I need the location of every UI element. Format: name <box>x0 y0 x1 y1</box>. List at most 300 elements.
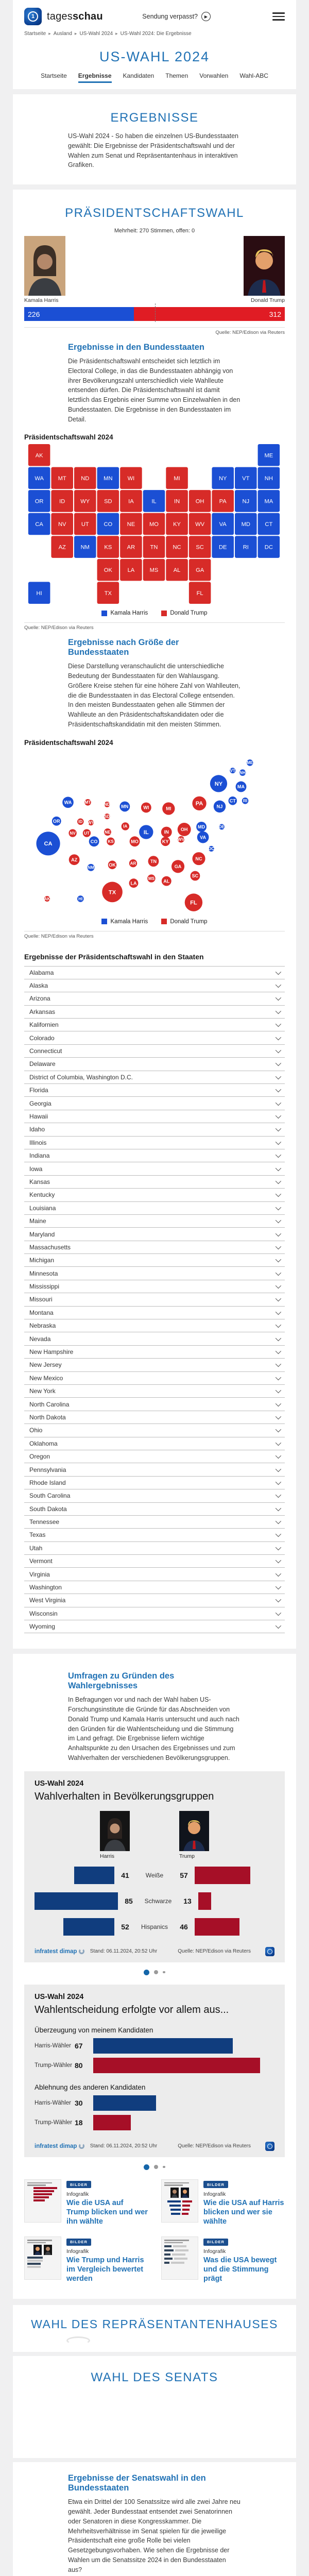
sendung-verpasst-link[interactable] <box>142 12 211 21</box>
svg-text:ME: ME <box>247 760 253 765</box>
loading-spinner <box>66 2336 90 2345</box>
state-tile-NV[interactable] <box>51 513 73 535</box>
state-bubble-OH[interactable] <box>178 822 191 836</box>
harris-bar <box>93 2038 233 2054</box>
state-tile-NY[interactable] <box>212 467 234 489</box>
state-name: New York <box>29 1387 56 1395</box>
state-bubble-IL[interactable] <box>139 825 153 839</box>
svg-text:HI: HI <box>78 896 83 901</box>
state-name: Kalifornien <box>29 1021 59 1029</box>
state-tile-SC[interactable] <box>189 536 211 558</box>
state-bubble-NE[interactable] <box>104 828 111 836</box>
carousel-dots <box>24 1970 285 1975</box>
state-accordion-row[interactable] <box>24 1541 285 1554</box>
carousel-dot[interactable] <box>163 2166 165 2168</box>
state-tile-DC[interactable] <box>258 536 280 558</box>
tab-kandidaten[interactable]: Kandidaten <box>123 72 154 79</box>
state-bubble-NJ[interactable] <box>214 800 226 812</box>
svg-text:GA: GA <box>196 567 204 574</box>
state-accordion-row[interactable] <box>24 1476 285 1489</box>
svg-text:SC: SC <box>196 544 204 551</box>
electoral-college-bar <box>24 307 285 321</box>
tab-startseite[interactable]: Startseite <box>41 72 67 79</box>
state-accordion-row[interactable] <box>24 1463 285 1476</box>
state-tile-ME[interactable] <box>258 444 280 466</box>
state-tile-AK[interactable] <box>28 444 50 466</box>
state-bubble-ND[interactable] <box>104 801 110 807</box>
state-bubble-VT[interactable] <box>230 768 235 773</box>
state-bubble-MN[interactable] <box>119 801 130 811</box>
state-bubble-WA[interactable] <box>62 796 74 808</box>
state-accordion-row[interactable] <box>24 1227 285 1240</box>
state-bubble-OK[interactable] <box>108 860 117 869</box>
svg-text:NJ: NJ <box>242 498 250 505</box>
state-tile-MD[interactable] <box>235 513 257 535</box>
state-bubble-MD[interactable] <box>196 821 207 832</box>
state-accordion-row[interactable] <box>24 1371 285 1384</box>
state-tile-IL[interactable] <box>143 490 165 512</box>
svg-text:DC: DC <box>264 544 273 551</box>
chevron-down-icon <box>276 1466 281 1471</box>
state-tile-FL[interactable] <box>189 582 211 604</box>
state-accordion-row[interactable] <box>24 1266 285 1279</box>
state-bubble-LA[interactable] <box>129 878 139 888</box>
chevron-down-icon <box>276 1113 281 1118</box>
chevron-down-icon <box>276 1244 281 1249</box>
svg-text:AK: AK <box>35 452 43 459</box>
state-bubble-WV[interactable] <box>178 836 185 842</box>
state-accordion-row[interactable] <box>24 1083 285 1096</box>
state-accordion-row[interactable] <box>24 1489 285 1502</box>
teaser-item[interactable] <box>24 2236 148 2283</box>
svg-text:FL: FL <box>190 900 197 906</box>
state-tile-IN[interactable] <box>166 490 188 512</box>
state-accordion-row[interactable] <box>24 1005 285 1018</box>
state-tile-MS[interactable] <box>143 559 165 581</box>
state-bubble-AR[interactable] <box>129 859 137 867</box>
state-tile-OR[interactable] <box>28 490 50 512</box>
tab-vorwahlen[interactable]: Vorwahlen <box>199 72 229 79</box>
state-name: Idaho <box>29 1126 45 1133</box>
state-bubble-MT[interactable] <box>84 799 91 806</box>
state-tile-KY[interactable] <box>166 513 188 535</box>
play-icon: ▶ <box>201 12 211 21</box>
breadcrumb-item[interactable]: Startseite <box>24 31 46 37</box>
chart-kicker: US-Wahl 2024 <box>35 1992 84 2001</box>
state-tile-MO[interactable] <box>143 513 165 535</box>
state-accordion-row[interactable] <box>24 979 285 992</box>
state-accordion-row[interactable] <box>24 1136 285 1149</box>
state-accordion-row[interactable] <box>24 1096 285 1109</box>
state-bubble-ID[interactable] <box>77 818 84 825</box>
state-tile-AL[interactable] <box>166 559 188 581</box>
state-tile-OH[interactable] <box>189 490 211 512</box>
state-bubble-AZ[interactable] <box>69 854 80 865</box>
state-bubble-SC[interactable] <box>191 871 200 880</box>
state-tile-NM[interactable] <box>74 536 96 558</box>
svg-text:MA: MA <box>264 498 273 505</box>
row-label: Trump-Wähler <box>35 2062 73 2069</box>
state-accordion-row[interactable] <box>24 966 285 979</box>
infratest-dimap-logo: infratest dimap <box>35 1948 84 1955</box>
svg-text:IA: IA <box>123 824 128 829</box>
svg-text:MI: MI <box>174 476 180 482</box>
state-name: District of Columbia, Washington D.C. <box>29 1073 133 1081</box>
svg-text:SC: SC <box>192 873 199 878</box>
state-tile-DE[interactable] <box>212 536 234 558</box>
state-bubble-IN[interactable] <box>161 826 172 837</box>
state-tile-OK[interactable] <box>97 559 119 581</box>
state-tile-PA[interactable] <box>212 490 234 512</box>
senat-card <box>13 2356 296 2458</box>
svg-text:AR: AR <box>127 544 135 551</box>
trump-bar <box>195 1867 250 1884</box>
carousel-dot[interactable] <box>154 1970 158 1974</box>
state-name: Colorado <box>29 1034 55 1042</box>
chevron-down-icon <box>276 1335 281 1341</box>
harris-bar <box>35 1892 118 1910</box>
teaser-title-link[interactable]: Wie die USA auf Harris blicken und wer sie wählte <box>203 2198 284 2226</box>
state-accordion-row[interactable] <box>24 1319 285 1332</box>
state-bubble-KS[interactable] <box>107 837 114 845</box>
state-bubble-CA[interactable] <box>36 832 60 855</box>
demographics-row-Hispanics <box>35 1918 274 1936</box>
svg-text:WY: WY <box>80 498 90 505</box>
state-bubble-AK[interactable] <box>44 896 50 902</box>
teaser-title-link[interactable]: Was die USA bewegt und die Stimmung prägt <box>203 2256 277 2283</box>
chevron-down-icon <box>276 1060 281 1066</box>
svg-text:AR: AR <box>130 861 136 866</box>
state-accordion-row[interactable] <box>24 1411 285 1423</box>
breadcrumb-separator-icon: ▸ <box>74 31 77 36</box>
svg-text:MS: MS <box>148 876 154 881</box>
state-bubble-NC[interactable] <box>192 852 205 865</box>
state-accordion-row[interactable] <box>24 1071 285 1083</box>
state-name: Maryland <box>29 1230 55 1238</box>
state-bubble-DE[interactable] <box>219 824 225 829</box>
map-chart-label: Präsidentschaftswahl 2024 <box>24 433 113 442</box>
state-tile-AZ[interactable] <box>51 536 73 558</box>
svg-text:CA: CA <box>44 840 53 847</box>
bubble-legend <box>24 919 285 925</box>
chevron-down-icon <box>276 1087 281 1092</box>
state-accordion-row[interactable] <box>24 1201 285 1214</box>
harris-bar <box>63 1918 114 1936</box>
state-name: Wyoming <box>29 1623 55 1631</box>
state-bubble-OR[interactable] <box>52 816 61 825</box>
state-bubble-NM[interactable] <box>88 863 95 871</box>
tagesschau-logo-icon[interactable] <box>24 8 42 25</box>
state-accordion-row[interactable] <box>24 1345 285 1358</box>
state-tile-TX[interactable] <box>97 582 119 604</box>
chevron-down-icon <box>276 1178 281 1184</box>
state-tile-HI[interactable] <box>28 582 50 604</box>
breadcrumb-separator-icon: ▸ <box>115 31 118 36</box>
state-accordion-row[interactable] <box>24 1607 285 1620</box>
state-bubble-ME[interactable] <box>247 759 253 766</box>
svg-text:IA: IA <box>128 498 134 505</box>
harris-color-swatch <box>101 611 107 616</box>
state-tile-KS[interactable] <box>97 536 119 558</box>
state-bubble-CT[interactable] <box>229 796 237 805</box>
harris-photo-small <box>100 1811 130 1851</box>
state-bubble-GA[interactable] <box>171 860 184 873</box>
state-accordion-row[interactable] <box>24 992 285 1005</box>
trump-color-swatch <box>161 919 167 924</box>
state-accordion-row[interactable] <box>24 1554 285 1567</box>
state-tile-TN[interactable] <box>143 536 165 558</box>
svg-text:NY: NY <box>218 476 227 482</box>
state-name: Kansas <box>29 1178 50 1185</box>
state-tile-VA[interactable] <box>212 513 234 535</box>
state-tile-CT[interactable] <box>258 513 280 535</box>
chart-card-bevoelkerungsgruppen <box>24 1771 285 1962</box>
state-tile-CA[interactable] <box>28 513 50 535</box>
state-bubble-CO[interactable] <box>89 836 99 846</box>
state-name: Oklahoma <box>29 1439 58 1447</box>
state-bubble-WI[interactable] <box>141 802 151 812</box>
state-accordion-row[interactable] <box>24 1031 285 1044</box>
row-label: Harris-Wähler <box>35 2042 71 2049</box>
state-accordion-row[interactable] <box>24 1358 285 1371</box>
breadcrumb-item[interactable]: Ausland <box>53 31 72 37</box>
state-accordion-row[interactable] <box>24 1110 285 1123</box>
president-card <box>13 190 296 1649</box>
teaser-item[interactable] <box>161 2236 285 2283</box>
decision-row <box>35 2058 274 2073</box>
state-bubble-KY[interactable] <box>161 837 170 846</box>
state-accordion-row[interactable] <box>24 1188 285 1201</box>
chevron-down-icon <box>276 1401 281 1406</box>
state-accordion-row[interactable] <box>24 1280 285 1293</box>
svg-text:ND: ND <box>81 476 90 482</box>
teaser-grid <box>24 2179 285 2284</box>
svg-text:NC: NC <box>195 856 202 861</box>
state-name: Connecticut <box>29 1047 62 1055</box>
state-bubble-IA[interactable] <box>122 822 129 830</box>
state-tile-MA[interactable] <box>258 490 280 512</box>
chevron-down-icon <box>276 1270 281 1276</box>
chevron-down-icon <box>276 1505 281 1511</box>
tab-ergebnisse[interactable]: Ergebnisse <box>78 72 112 83</box>
groesse-text: Diese Darstellung veranschaulicht die unterschiedliche Bedeutung der Bundesstaaten für den Wahlausgang. Größere Kreise stehen für eine höhere Zahl von Wahlleuten, die die Bundesstaaten in das Electoral College entsenden. In den meisten Bundesstaaten gehen alle Stimmen der Wahlleute an den Präsidentschaftskandidaten oder die Präsidentschaftskandidatin mit den meisten Stimmen. <box>68 663 241 728</box>
state-accordion-row[interactable] <box>24 1437 285 1450</box>
state-name: Missouri <box>29 1296 53 1303</box>
state-accordion-row[interactable] <box>24 1397 285 1410</box>
state-accordion-row[interactable] <box>24 1450 285 1463</box>
state-bubble-NV[interactable] <box>68 829 76 837</box>
state-tile-UT[interactable] <box>74 513 96 535</box>
state-tile-NJ[interactable] <box>235 490 257 512</box>
state-bubble-DC[interactable] <box>208 845 214 851</box>
state-accordion-row[interactable] <box>24 1162 285 1175</box>
chevron-down-icon <box>276 1257 281 1262</box>
state-tile-WA[interactable] <box>28 467 50 489</box>
state-tile-NH[interactable] <box>258 467 280 489</box>
stand-timestamp: Stand: 06.11.2024, 20:52 Uhr <box>90 1948 158 1955</box>
legend-harris: Kamala Harris <box>101 919 148 925</box>
state-accordion-row[interactable] <box>24 1620 285 1633</box>
chevron-down-icon <box>276 1035 281 1040</box>
chart-source: Quelle: NEP/Edison via Reuters <box>178 2143 251 2149</box>
state-tile-MN[interactable] <box>97 467 119 489</box>
state-tile-RI[interactable] <box>235 536 257 558</box>
state-bubble-TN[interactable] <box>148 856 159 867</box>
chevron-down-icon <box>276 1414 281 1419</box>
state-tile-WV[interactable] <box>189 513 211 535</box>
svg-text:MO: MO <box>149 521 159 528</box>
state-accordion-row[interactable] <box>24 1384 285 1397</box>
svg-text:AL: AL <box>163 878 170 884</box>
state-tile-SD[interactable] <box>97 490 119 512</box>
state-accordion-row[interactable] <box>24 1528 285 1541</box>
state-bubble-WY[interactable] <box>88 820 95 825</box>
repr-section-title: WAHL DES REPRÄSENTANTENHAUSES <box>31 2317 278 2331</box>
state-bubble-TX[interactable] <box>102 882 123 902</box>
state-accordion-row[interactable] <box>24 1423 285 1436</box>
state-tile-NC[interactable] <box>166 536 188 558</box>
state-accordion-row[interactable] <box>24 1502 285 1515</box>
state-bubble-SD[interactable] <box>104 814 110 819</box>
demographics-chart <box>35 1867 274 1936</box>
carousel-dot[interactable] <box>154 2165 158 2169</box>
decision-row <box>35 2038 274 2054</box>
state-bubble-MI[interactable] <box>162 802 175 815</box>
state-tile-ND[interactable] <box>74 467 96 489</box>
state-tile-WY[interactable] <box>74 490 96 512</box>
svg-text:WY: WY <box>88 820 95 825</box>
svg-text:NY: NY <box>214 781 223 787</box>
teaser-thumbnail <box>161 2236 198 2280</box>
teaser-title-link[interactable]: Wie Trump und Harris im Vergleich bewertet werden <box>66 2256 144 2283</box>
state-name: Florida <box>29 1087 48 1094</box>
state-tile-VT[interactable] <box>235 467 257 489</box>
state-tile-ID[interactable] <box>51 490 73 512</box>
state-accordion-row[interactable] <box>24 1123 285 1136</box>
svg-text:HI: HI <box>36 590 42 597</box>
state-accordion-row[interactable] <box>24 1241 285 1253</box>
state-accordion-row[interactable] <box>24 1175 285 1188</box>
intro-text: US-Wahl 2024 - So haben die einzelnen US-Bundesstaaten gewählt: Die Ergebnisse der Präsidentschaftswahl und der Wahlen zum Senat und Repräsentantenhaus in interaktiven Grafiken. <box>68 132 238 169</box>
state-accordion-row[interactable] <box>24 1293 285 1306</box>
state-name: Texas <box>29 1531 46 1539</box>
state-bubble-VA[interactable] <box>197 831 209 843</box>
state-accordion-row[interactable] <box>24 1149 285 1162</box>
state-accordion-row[interactable] <box>24 1567 285 1580</box>
svg-text:IL: IL <box>143 829 149 836</box>
chevron-down-icon <box>276 1100 281 1106</box>
state-bubble-FL[interactable] <box>185 893 202 911</box>
majority-note: Mehrheit: 270 Stimmen, offen: 0 <box>114 228 195 234</box>
state-bubble-UT[interactable] <box>83 829 91 837</box>
trump-bar-segment[interactable] <box>134 307 285 321</box>
state-bubble-RI[interactable] <box>242 798 249 804</box>
teaser-item[interactable] <box>24 2179 148 2226</box>
chevron-down-icon <box>276 1322 281 1328</box>
svg-text:MD: MD <box>241 521 250 528</box>
tab-themen[interactable]: Themen <box>165 72 188 79</box>
svg-text:PA: PA <box>219 498 227 505</box>
map-legend <box>24 610 285 616</box>
state-tile-MI[interactable] <box>166 467 188 489</box>
chevron-down-icon <box>276 995 281 1001</box>
state-accordion-row[interactable] <box>24 1253 285 1266</box>
dimap-arc-icon <box>79 2143 84 2149</box>
state-accordion-row[interactable] <box>24 1057 285 1070</box>
state-accordion-row[interactable] <box>24 1594 285 1606</box>
chevron-down-icon <box>276 1479 281 1485</box>
states-accordion <box>24 966 285 1634</box>
state-tile-WI[interactable] <box>120 467 142 489</box>
row-label: Trump-Wähler <box>35 2119 73 2126</box>
svg-text:ND: ND <box>104 802 110 807</box>
state-accordion-row[interactable] <box>24 1515 285 1528</box>
trump-value: 46 <box>180 1922 188 1931</box>
svg-text:OR: OR <box>53 818 60 824</box>
svg-text:OH: OH <box>195 498 204 505</box>
state-bubble-MA[interactable] <box>236 781 247 792</box>
state-tile-IA[interactable] <box>120 490 142 512</box>
chevron-down-icon <box>276 1309 281 1315</box>
state-tile-AR[interactable] <box>120 536 142 558</box>
brand-wordmark[interactable] <box>47 11 103 23</box>
svg-text:OH: OH <box>180 826 188 832</box>
state-accordion-row[interactable] <box>24 1332 285 1345</box>
state-tile-CO[interactable] <box>97 513 119 535</box>
breadcrumb-item[interactable]: US-Wahl 2024 <box>79 31 113 37</box>
chevron-down-icon <box>276 1610 281 1616</box>
tab-wahl-abc[interactable]: Wahl-ABC <box>239 72 268 79</box>
state-bubble-NY[interactable] <box>210 775 227 792</box>
state-bubble-NH[interactable] <box>239 769 246 776</box>
state-tile-LA[interactable] <box>120 559 142 581</box>
teaser-title-link[interactable]: Wie die USA auf Trump blicken und wer ihn wählte <box>66 2198 148 2226</box>
breadcrumb-separator-icon: ▸ <box>48 31 51 36</box>
state-accordion-row[interactable] <box>24 1581 285 1594</box>
state-name: New Mexico <box>29 1374 63 1382</box>
state-name: North Dakota <box>29 1413 66 1421</box>
state-bubble-MO[interactable] <box>130 836 140 846</box>
breadcrumb-item[interactable]: US-Wahl 2024: Die Ergebnisse <box>120 31 192 37</box>
svg-text:AL: AL <box>173 567 181 574</box>
svg-text:ME: ME <box>264 452 273 459</box>
carousel-dot-active[interactable] <box>144 1970 149 1975</box>
state-tile-MT[interactable] <box>51 467 73 489</box>
svg-text:LA: LA <box>127 567 135 574</box>
hamburger-menu-icon[interactable] <box>272 12 285 21</box>
state-bubble-AL[interactable] <box>162 876 171 886</box>
state-tile-GA[interactable] <box>189 559 211 581</box>
teaser-item[interactable] <box>161 2179 285 2226</box>
svg-text:KS: KS <box>108 839 114 844</box>
chevron-down-icon <box>276 1191 281 1197</box>
state-tile-NE[interactable] <box>120 513 142 535</box>
state-accordion-row[interactable] <box>24 1018 285 1031</box>
carousel-dot-active[interactable] <box>144 2164 149 2170</box>
harris-bar-segment[interactable] <box>24 307 134 321</box>
chevron-down-icon <box>276 1205 281 1210</box>
carousel-dot[interactable] <box>163 1971 165 1974</box>
state-bubble-HI[interactable] <box>77 895 84 902</box>
legend-trump: Donald Trump <box>161 610 207 616</box>
state-accordion-row[interactable] <box>24 1044 285 1057</box>
state-bubble-PA[interactable] <box>192 796 206 810</box>
state-accordion-row[interactable] <box>24 1214 285 1227</box>
senatres-title: Ergebnisse der Senatswahl in den Bundesstaaten <box>68 2473 206 2493</box>
state-accordion-row[interactable] <box>24 1306 285 1319</box>
state-bubble-MS[interactable] <box>147 874 155 882</box>
category-label: Schwarze <box>144 1897 172 1905</box>
